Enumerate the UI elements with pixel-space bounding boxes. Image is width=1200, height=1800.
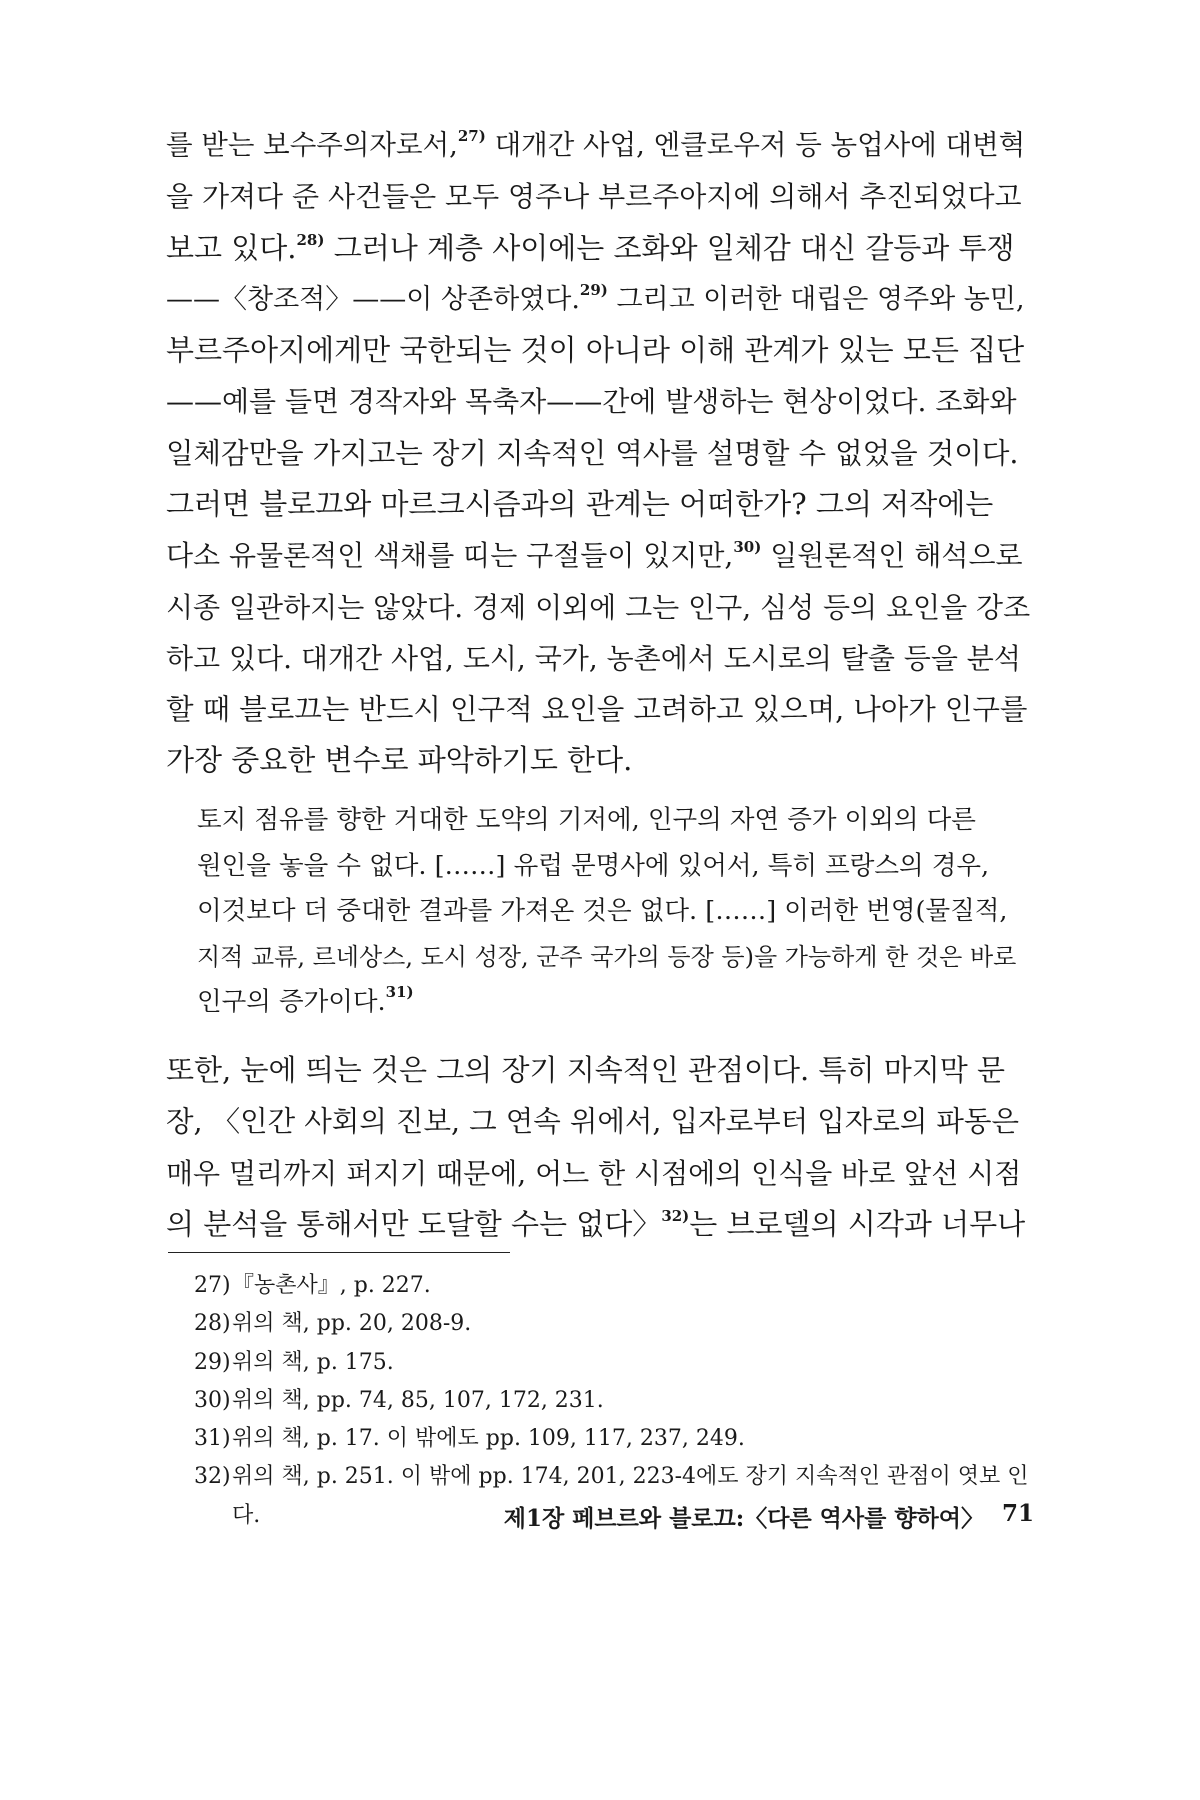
text-line <box>166 1148 1030 1199</box>
line-text: 대개간 사업, 엔클로우저 등 농업사에 대변혁 <box>485 129 1026 161</box>
text-line <box>166 376 1030 427</box>
line-text: 그러면 블로끄와 마르크시즘과의 관계는 어떠한가? 그의 저작에는 <box>166 487 994 521</box>
footnote-reference: 30) <box>733 538 762 557</box>
footnote: 31) 위의 책, p. 17. 이 밖에도 pp. 109, 117, 237, 249. <box>194 1426 745 1452</box>
text-line <box>166 633 1030 684</box>
running-footer <box>474 1500 1034 1533</box>
footnote-reference: 32) <box>661 1206 690 1225</box>
footnote: 29) 위의 책, p. 175. <box>194 1349 394 1375</box>
line-text: 일체감만을 가지고는 장기 지속적인 역사를 설명할 수 없었을 것이다. <box>166 436 1019 470</box>
line-text: 장, 〈인간 사회의 진보, 그 연속 위에서, 입자로부터 입자로의 파동은 <box>166 1105 1020 1139</box>
paragraph-1 <box>166 120 1030 479</box>
footnote: 28) 위의 책, pp. 20, 208-9. <box>194 1311 472 1337</box>
line-text: 매우 멀리까지 퍼지기 때문에, 어느 한 시점에의 인식을 바로 앞선 시점 <box>166 1156 1022 1190</box>
text-line <box>166 735 1030 786</box>
text-line <box>197 844 1027 890</box>
text-line <box>166 223 1030 274</box>
line-text: 그러나 계층 사이에는 조화와 일체감 대신 갈등과 투쟁 <box>324 230 1015 265</box>
text-line <box>166 171 1030 222</box>
footnote-reference: 27) <box>457 127 486 145</box>
line-text: 토지 점유를 향한 거대한 도약의 기저에, 인구의 자연 증가 이외의 다른 <box>197 805 976 835</box>
block-quote <box>197 798 1027 1026</box>
text-line <box>166 530 1030 581</box>
line-text: 는 브로델의 시각과 너무나 <box>689 1206 1026 1241</box>
line-text: 시종 일관하지는 않았다. 경제 이외에 그는 인구, 심성 등의 요인을 강조 <box>166 590 1030 624</box>
page-number: 71 <box>1001 1500 1034 1527</box>
line-text: 할 때 블로끄는 반드시 인구적 요인을 고려하고 있으며, 나아가 인구를 <box>166 693 1028 727</box>
text-line <box>166 274 1030 325</box>
text-line <box>197 935 1027 981</box>
text-line <box>166 1199 1030 1250</box>
footnote-reference: 28) <box>296 230 325 249</box>
text-line <box>166 1045 1030 1096</box>
line-text: 가장 중요한 변수로 파악하기도 한다. <box>166 743 633 778</box>
line-text: 부르주아지에게만 국한되는 것이 아니라 이해 관계가 있는 모든 집단 <box>166 333 1025 368</box>
text-line <box>166 1096 1030 1147</box>
footnote-reference: 31) <box>385 983 414 1001</box>
line-text: 일원론적인 해석으로 <box>761 539 1023 573</box>
line-text: ——〈창조적〉——이 상존하였다. <box>166 283 580 315</box>
line-text: ——예를 들면 경작자와 목축자——간에 발생하는 현상이었다. 조화와 <box>166 385 1017 419</box>
footnote: 27) 『농촌사』, p. 227. <box>194 1273 431 1298</box>
line-text: 하고 있다. 대개간 사업, 도시, 국가, 농촌에서 도시로의 탈출 등을 분석 <box>166 641 1021 675</box>
text-line <box>166 582 1030 633</box>
line-text: 를 받는 보수주의자로서, <box>166 129 458 161</box>
footnote: 30) 위의 책, pp. 74, 85, 107, 172, 231. <box>194 1387 604 1413</box>
footnote-reference: 29) <box>579 280 608 299</box>
text-line <box>166 479 1030 530</box>
chapter-title: 제1장 페브르와 블로끄:〈다른 역사를 향하여〉 <box>503 1505 984 1532</box>
footnote-divider <box>168 1252 510 1253</box>
footnote: 32) 위의 책, p. 251. 이 밖에 pp. 174, 201, 223-4에도 장기 지속적인 관점이 엿보 인다. <box>194 1464 1029 1528</box>
line-text: 지적 교류, 르네상스, 도시 성장, 군주 국가의 등장 등)을 가능하게 한 것은 바로 <box>197 942 1017 971</box>
text-line <box>166 428 1030 479</box>
text-line <box>197 798 1027 844</box>
paragraph-2 <box>166 479 1030 787</box>
paragraph-3 <box>166 1045 1030 1250</box>
line-text: 을 가져다 준 사건들은 모두 영주나 부르주아지에 의해서 추진되었다고 <box>166 180 1022 214</box>
text-line <box>166 325 1030 376</box>
line-text: 보고 있다. <box>166 230 297 265</box>
line-text: 그리고 이러한 대립은 영주와 농민, <box>607 283 1025 315</box>
line-text: 의 분석을 통해서만 도달할 수는 없다〉 <box>166 1206 662 1241</box>
line-text: 이것보다 더 중대한 결과를 가져온 것은 없다. [……] 이러한 번영(물질적, <box>197 896 1008 926</box>
line-text: 원인을 놓을 수 없다. [……] 유럽 문명사에 있어서, 특히 프랑스의 경우, <box>197 850 990 881</box>
text-line <box>197 889 1027 935</box>
footnote-list <box>194 1267 1034 1535</box>
line-text: 다소 유물론적인 색채를 띠는 구절들이 있지만, <box>166 539 734 573</box>
text-line <box>166 684 1030 735</box>
text-line <box>166 120 1030 171</box>
line-text: 또한, 눈에 띄는 것은 그의 장기 지속적인 관점이다. 특히 마지막 문 <box>166 1053 1005 1087</box>
text-line <box>197 980 1027 1026</box>
line-text: 인구의 증가이다. <box>197 987 386 1017</box>
